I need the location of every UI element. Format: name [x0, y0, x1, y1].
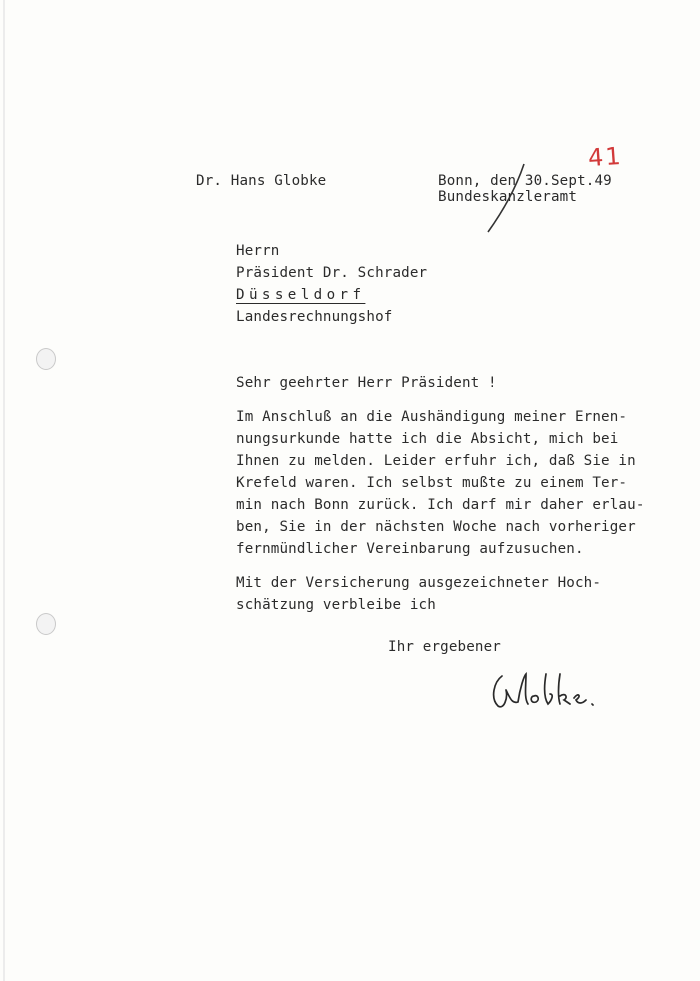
recipient-office: Landesrechnungshof [236, 309, 393, 325]
page-number-annotation: 41 [587, 141, 624, 173]
body-line: Ihnen zu melden. Leider erfuhr ich, daß Sie in [236, 453, 636, 469]
body-line: ben, Sie in der nächsten Woche nach vorheriger [236, 519, 636, 535]
recipient-city: Düsseldorf [236, 287, 366, 303]
body-line: nungsurkunde hatte ich die Absicht, mich bei [236, 431, 619, 447]
sender-name: Dr. Hans Globke [196, 173, 327, 189]
body-line: min nach Bonn zurück. Ich darf mir daher erlau- [236, 497, 645, 513]
punch-hole-top [36, 348, 56, 370]
pen-stroke-mark [480, 160, 530, 240]
recipient-line-1: Herrn [236, 243, 280, 259]
body-line: Im Anschluß an die Aushändigung meiner Ernen- [236, 409, 628, 425]
regards: Ihr ergebener [388, 639, 501, 655]
closing-line: Mit der Versicherung ausgezeichneter Hoch- [236, 575, 602, 591]
handwritten-signature [488, 668, 598, 722]
body-line: fernmündlicher Vereinbarung aufzusuchen. [236, 541, 584, 557]
recipient-line-2: Präsident Dr. Schrader [236, 265, 428, 281]
page-edge [3, 0, 5, 981]
punch-hole-bottom [36, 613, 56, 635]
body-line: Krefeld waren. Ich selbst mußte zu einem Ter- [236, 475, 628, 491]
closing-line: schätzung verbleibe ich [236, 597, 436, 613]
salutation: Sehr geehrter Herr Präsident ! [236, 375, 497, 391]
place-date: Bonn, den 30.Sept.49 [438, 173, 612, 189]
sender-office: Bundeskanzleramt [438, 189, 578, 205]
